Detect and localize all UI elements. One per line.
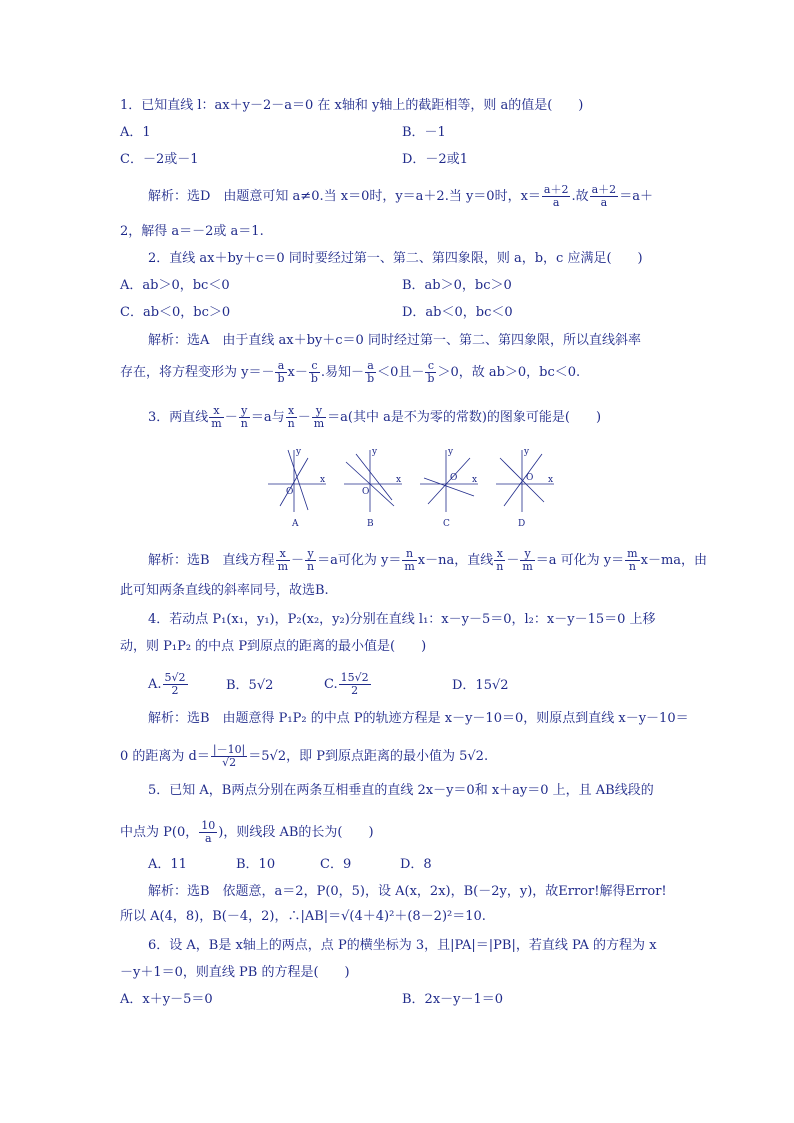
q5-midpoint-fraction: $\frac{10}{a}$ bbox=[201, 819, 216, 845]
q5-option-b: B．10 bbox=[236, 857, 276, 872]
graph-d-x-label: x bbox=[548, 475, 554, 485]
q6-option-b: B．2x－y－1＝0 bbox=[402, 992, 504, 1007]
q2-stem: 2．直线 ax＋by＋c＝0 同时要经过第一、第二、第四象限，则 a，b，c 应满足( ) bbox=[148, 251, 643, 266]
q4-stem-line1: 4．若动点 P₁(x₁，y₁)，P₂(x₂，y₂)分别在直线 l₁：x－y－5＝0，l₂：x－y－15＝0 上移 bbox=[148, 612, 656, 627]
q5-solution-line1: 解析：选B 依题意，a＝2，P(0，5)，设 A(x，2x)，B(－2y，y)，故Error!解得Error! bbox=[148, 884, 667, 899]
q1-fraction-2: $\frac{a+2}{a}$ bbox=[591, 183, 617, 209]
q5-option-c: C．9 bbox=[320, 857, 352, 872]
q2-solution-line2: 存在，将方程变形为 y＝－ $\frac{a}{b}$ x－ $\frac{c}{b}$ .易知－ $\frac{a}{b}$ ＜0且－ $\frac{c}{b}$ ＞0，故 ab＞0，bc＜0. bbox=[120, 359, 581, 385]
q3-solution-line1: 解析：选B 直线方程 $\frac{x}{m}$ － $\frac{y}{n}$ ＝a可化为 y＝ $\frac{n}{m}$ x－na，直线 $\frac{x}{n}$ － $\frac{y}{m}$ ＝a 可化为 y＝ $\frac{m}{n}$ x－ma，由 bbox=[148, 547, 708, 573]
q4-solution-line1: 解析：选B 由题意得 P₁P₂ 的中点 P的轨迹方程是 x－y－10＝0，则原点到直线 x－y－10＝ bbox=[148, 711, 689, 726]
graph-c-y-label: y bbox=[448, 447, 454, 457]
q6-stem-line1: 6．设 A，B是 x轴上的两点，点 P的横坐标为 3，且|PA|＝|PB|，若直线 PA 的方程为 x bbox=[148, 938, 657, 953]
q6-option-a: A．x＋y－5＝0 bbox=[120, 992, 213, 1007]
q2-options-row1 bbox=[120, 278, 680, 294]
q3-solution-line2: 此可知两条直线的斜率同号，故选B. bbox=[120, 583, 329, 598]
q2-options-row2 bbox=[120, 305, 680, 321]
q1-solution-line1: 解析：选D 由题意可知 a≠0.当 x＝0时，y＝a＋2.当 y＝0时，x＝ $\frac{a+2}{a}$ .故 $\frac{a+2}{a}$ ＝a＋ bbox=[148, 183, 653, 209]
q4-solution-line2: 0 的距离为 d＝ $\frac{|-10|}{√2}$ ＝5√2，即 P到原点距离的最小值为 5√2. bbox=[120, 743, 489, 769]
q4-stem-line2: 动，则 P₁P₂ 的中点 P到原点的距离的最小值是( ) bbox=[120, 639, 427, 654]
graph-c-x-label: x bbox=[472, 475, 478, 485]
q1-option-c: C．－2或－1 bbox=[120, 152, 199, 167]
graph-c-origin: O bbox=[450, 473, 458, 483]
q4-option-c: C. $\frac{15√2}{2}$ bbox=[324, 671, 369, 697]
q2-solution-line1: 解析：选A 由于直线 ax＋by＋c＝0 同时经过第一、第二、第四象限，所以直线斜率 bbox=[148, 333, 641, 348]
q1-solution-line2: 2，解得 a＝－2或 a＝1. bbox=[120, 224, 264, 239]
q1-option-d: D．－2或1 bbox=[402, 152, 468, 167]
q6-options-row1 bbox=[120, 992, 680, 1008]
q5-stem-line1: 5．已知 A，B两点分别在两条互相垂直的直线 2x－y＝0和 x＋ay＝0 上，且 AB线段的 bbox=[148, 783, 654, 798]
graph-c-line-2 bbox=[428, 458, 470, 504]
q5-solution-line2: 所以 A(4，8)，B(－4，2)，∴|AB|＝√(4＋4)²＋(8－2)²＝10. bbox=[120, 909, 486, 924]
q2-option-c: C．ab＜0，bc＞0 bbox=[120, 305, 231, 320]
graph-b-x-label: x bbox=[396, 475, 402, 485]
q3-graph-options-figure bbox=[264, 444, 564, 534]
graph-d-origin: O bbox=[526, 473, 534, 483]
q4-option-d: D．15√2 bbox=[452, 678, 509, 693]
graph-a-line-1 bbox=[288, 450, 308, 510]
q4-option-a: A. $\frac{5√2}{2}$ bbox=[148, 671, 186, 697]
graph-b-origin: O bbox=[362, 487, 370, 497]
q1-option-a: A．1 bbox=[120, 125, 151, 140]
graph-a-y-label: y bbox=[296, 447, 302, 457]
graph-d-line-2 bbox=[504, 454, 542, 506]
q5-options bbox=[148, 857, 708, 873]
q2-option-a: A．ab＞0，bc＜0 bbox=[120, 278, 230, 293]
q4-distance-fraction: $\frac{|-10|}{√2}$ bbox=[212, 743, 246, 769]
graph-d-y-label: y bbox=[524, 447, 530, 457]
q1-option-b: B．－1 bbox=[402, 125, 446, 140]
q5-option-d: D．8 bbox=[400, 857, 432, 872]
graph-b-y-label: y bbox=[372, 447, 378, 457]
q1-fraction-1: $\frac{a+2}{a}$ bbox=[543, 183, 569, 209]
q6-stem-line2: －y＋1＝0，则直线 PB 的方程是( ) bbox=[120, 965, 350, 980]
graph-a-origin: O bbox=[286, 487, 294, 497]
q4-options bbox=[148, 672, 708, 697]
graph-d-caption: D bbox=[518, 519, 526, 529]
q4-option-b: B．5√2 bbox=[226, 678, 274, 693]
graph-b-caption: B bbox=[367, 519, 374, 529]
graph-c-caption: C bbox=[443, 519, 450, 529]
q2-option-b: B．ab＞0，bc＞0 bbox=[402, 278, 512, 293]
q2-option-d: D．ab＜0，bc＜0 bbox=[402, 305, 513, 320]
q3-stem: 3．两直线 $\frac{x}{m}$ － $\frac{y}{n}$ ＝a与 $\frac{x}{n}$ － $\frac{y}{m}$ ＝a(其中 a是不为零的常数)的图象可能是( ) bbox=[148, 404, 602, 430]
graph-a-x-label: x bbox=[320, 475, 326, 485]
q5-stem-line2: 中点为 P(0， $\frac{10}{a}$ )，则线段 AB的长为( ) bbox=[120, 819, 374, 845]
q1-options-row1 bbox=[120, 125, 680, 141]
graph-a-caption: A bbox=[292, 519, 299, 529]
q1-stem: 1．已知直线 l：ax＋y－2－a＝0 在 x轴和 y轴上的截距相等，则 a的值是( ) bbox=[120, 98, 584, 113]
q5-option-a: A．11 bbox=[148, 857, 187, 872]
q1-options-row2 bbox=[120, 152, 680, 168]
